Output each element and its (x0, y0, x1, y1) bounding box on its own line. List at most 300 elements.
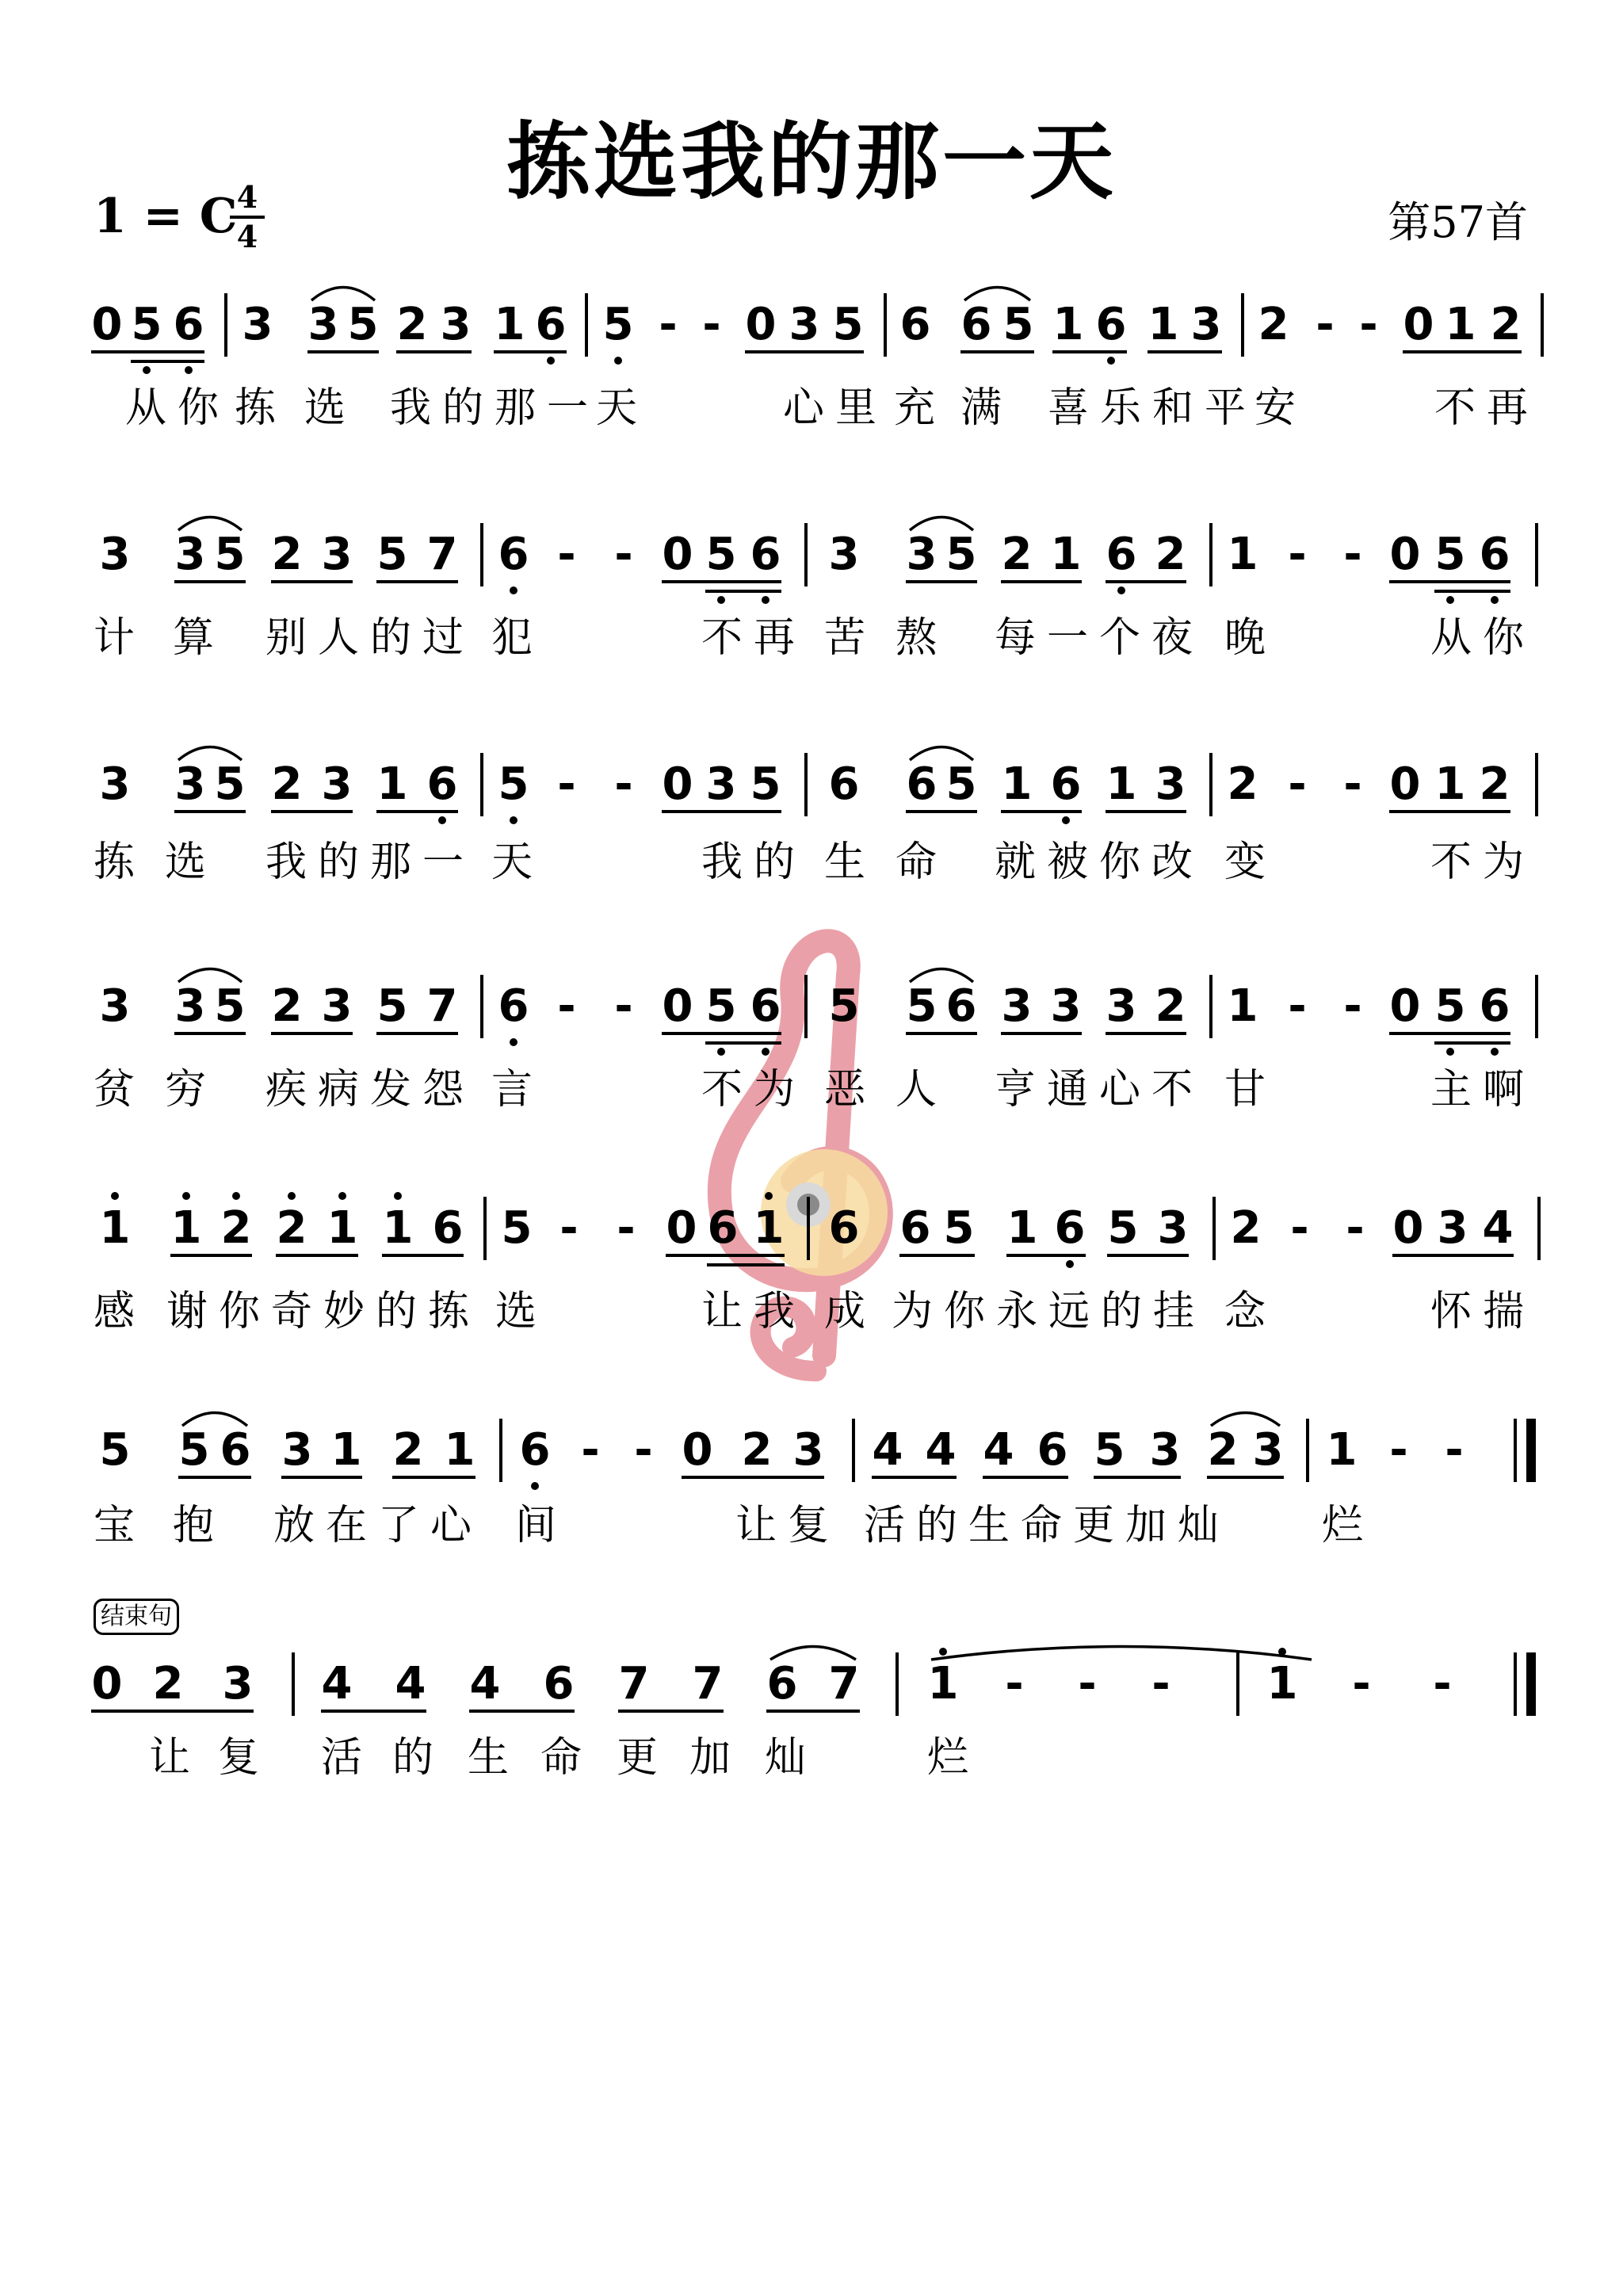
note: 6 (498, 529, 529, 580)
barline (480, 523, 483, 586)
note: 5 (828, 980, 860, 1032)
note: 6 (750, 980, 781, 1032)
note: 3 (705, 758, 737, 810)
low-octave-dot (717, 596, 725, 604)
beam-underline (276, 1254, 358, 1257)
low-octave-dot (185, 366, 193, 374)
note: 1 (444, 1424, 475, 1476)
dash: - (702, 299, 721, 350)
beam-underline-double (131, 360, 204, 363)
beam-underline-double (705, 590, 781, 593)
note: 0 (1389, 758, 1421, 810)
note: 3 (174, 529, 206, 580)
note: 1 (494, 299, 525, 350)
lyric-text: 放在了心 (273, 1502, 483, 1549)
beam-underline (983, 1476, 1068, 1479)
note: 3 (1050, 980, 1082, 1032)
low-octave-dot (1107, 357, 1115, 365)
low-octave-dot (1066, 1260, 1074, 1268)
note: 4 (872, 1424, 903, 1476)
note: 0 (91, 1658, 123, 1710)
note: 4 (395, 1658, 426, 1710)
beam-underline (396, 350, 472, 353)
note: 1 (1006, 1202, 1038, 1254)
note: 5 (376, 980, 408, 1032)
note: 1 (1434, 758, 1466, 810)
note: 3 (1001, 980, 1033, 1032)
note: 3 (828, 529, 860, 580)
dash: - (1359, 299, 1378, 350)
note: 4 (321, 1658, 353, 1710)
lyric-text: 烂 (927, 1734, 969, 1782)
note: 1 (327, 1202, 358, 1254)
time-signature (230, 181, 265, 254)
slur-arc (180, 1404, 250, 1428)
dash: - (1151, 1658, 1170, 1710)
lyric-text: 主啊 (1430, 1066, 1536, 1114)
slur-arc (907, 509, 976, 533)
lyric-text: 宝 (94, 1502, 136, 1549)
note: 2 (271, 758, 303, 810)
lyric-text: 我的那一 (265, 839, 475, 886)
note: 4 (469, 1658, 501, 1710)
note: 3 (1252, 1424, 1284, 1476)
lyric-text: 谢你奇妙的拣 (166, 1288, 481, 1335)
low-octave-dot (717, 1048, 725, 1056)
beam-underline (662, 810, 781, 813)
lyric-text: 甘 (1224, 1066, 1266, 1114)
beam-underline (382, 1254, 464, 1257)
note: 2 (1479, 758, 1510, 810)
barline (1537, 1197, 1541, 1260)
note: 5 (214, 529, 246, 580)
note: 5 (945, 758, 977, 810)
barline (1535, 975, 1538, 1038)
note: 6 (519, 1424, 551, 1476)
beam-underline (766, 1710, 860, 1713)
dash: - (1316, 299, 1335, 350)
beam-underline-double (1434, 590, 1510, 593)
note: 6 (1106, 529, 1137, 580)
note: 5 (705, 980, 737, 1032)
note: 7 (828, 1658, 860, 1710)
note: 5 (376, 529, 408, 580)
note: 3 (321, 529, 353, 580)
high-octave-dot (338, 1192, 346, 1200)
note: 1 (1001, 758, 1033, 810)
note: 0 (662, 529, 693, 580)
note: 6 (1054, 1202, 1086, 1254)
lyric-text: 计 (94, 614, 136, 662)
high-octave-dot (288, 1192, 296, 1200)
note: 0 (745, 299, 777, 350)
barline (1236, 1652, 1239, 1716)
dash: - (1352, 1658, 1371, 1710)
note: 2 (1230, 1202, 1262, 1254)
note: 1 (1227, 980, 1258, 1032)
low-octave-dot (762, 1048, 769, 1056)
beam-underline (1403, 350, 1522, 353)
barline (884, 293, 887, 357)
note: 0 (1403, 299, 1434, 350)
high-octave-dot (111, 1192, 119, 1200)
lyric-text: 变 (1224, 839, 1266, 886)
beam-underline (91, 1710, 254, 1713)
note: 2 (741, 1424, 773, 1476)
note: 2 (276, 1202, 307, 1254)
lyric-text: 的 (392, 1734, 434, 1782)
note: 3 (99, 980, 131, 1032)
lyric-text: 感 (94, 1288, 136, 1335)
note: 6 (828, 1202, 860, 1254)
note: 6 (828, 758, 860, 810)
lyric-text: 算 (173, 614, 215, 662)
dash: - (1343, 758, 1362, 810)
note: 5 (705, 529, 737, 580)
lyric-text: 不为 (1430, 839, 1536, 886)
beam-underline-double (1434, 1041, 1510, 1045)
low-octave-dot (1062, 816, 1070, 824)
note: 6 (543, 1658, 575, 1710)
lyric-text: 别人的过 (265, 614, 475, 662)
note: 5 (906, 980, 938, 1032)
barline (480, 975, 483, 1038)
note: 2 (1207, 1424, 1239, 1476)
barline (585, 293, 588, 357)
note: 7 (426, 980, 458, 1032)
note: 4 (1482, 1202, 1514, 1254)
note: 2 (392, 1424, 424, 1476)
beam-underline (1148, 350, 1222, 353)
lyric-text: 怀揣 (1430, 1288, 1536, 1335)
dash: - (634, 1424, 653, 1476)
beam-underline (178, 1476, 251, 1479)
note: 1 (1445, 299, 1476, 350)
lyric-text: 烂 (1322, 1502, 1364, 1549)
beam-underline (307, 350, 379, 353)
low-octave-dot (1491, 1048, 1499, 1056)
low-octave-dot (510, 1038, 517, 1046)
barline (224, 293, 227, 357)
lyric-text: 命 (896, 839, 938, 886)
lyric-text: 天 (596, 384, 638, 432)
beam-underline (1001, 810, 1082, 813)
lyric-text: 天 (491, 839, 533, 886)
note: 5 (131, 299, 162, 350)
lyric-text: 疾病发怨 (265, 1066, 475, 1114)
lyric-text: 灿 (765, 1734, 807, 1782)
lyric-text: 充 (894, 384, 936, 432)
low-octave-dot (510, 586, 517, 594)
lyric-text: 更 (617, 1734, 659, 1782)
barline (804, 753, 808, 816)
high-octave-dot (765, 1192, 773, 1200)
note: 5 (178, 1424, 210, 1476)
slur-arc (176, 739, 244, 762)
slur-arc (768, 1638, 858, 1662)
slur-arc (309, 279, 377, 303)
note: 4 (983, 1424, 1014, 1476)
note: 2 (271, 980, 303, 1032)
beam-underline (392, 1476, 475, 1479)
dash: - (1346, 1202, 1365, 1254)
dash: - (1343, 529, 1362, 580)
slur-arc (176, 509, 244, 533)
dash: - (1290, 1202, 1309, 1254)
low-octave-dot (1491, 596, 1499, 604)
ending-tag: 结束句 (94, 1599, 179, 1635)
lyric-text: 言 (491, 1066, 533, 1114)
beam-underline-double (707, 1263, 785, 1266)
note: 1 (1052, 299, 1084, 350)
note: 0 (666, 1202, 697, 1254)
beam-underline (618, 1710, 724, 1713)
dash: - (1433, 1658, 1452, 1710)
slur-arc (929, 1638, 1314, 1662)
note: 5 (501, 1202, 533, 1254)
barline (1209, 753, 1212, 816)
barline (1209, 975, 1212, 1038)
barline (1209, 523, 1212, 586)
note: 5 (602, 299, 634, 350)
dash: - (1445, 1424, 1464, 1476)
dash: - (557, 980, 576, 1032)
note: 0 (1389, 529, 1421, 580)
score-line (0, 1202, 1623, 1254)
note: 5 (99, 1424, 131, 1476)
beam-underline (1107, 1254, 1189, 1257)
low-octave-dot (1117, 586, 1125, 594)
barline (292, 1652, 295, 1716)
beam-underline (1106, 810, 1186, 813)
beam-underline (174, 580, 246, 583)
final-barline-thick (1526, 1652, 1536, 1716)
beam-underline (281, 1476, 362, 1479)
note: 3 (174, 758, 206, 810)
low-octave-dot (510, 816, 517, 824)
note: 3 (307, 299, 339, 350)
lyric-text: 生 (468, 1734, 510, 1782)
note: 3 (1157, 1202, 1189, 1254)
note: 5 (347, 299, 379, 350)
barline (483, 1197, 487, 1260)
lyric-text: 苦 (824, 614, 866, 662)
score-line (0, 301, 1623, 349)
lyric-text: 让复 (735, 1502, 841, 1549)
lyric-text: 拣 (94, 839, 136, 886)
lyric-text: 穷 (165, 1066, 207, 1114)
note: 5 (1434, 980, 1466, 1032)
note: 2 (1258, 299, 1289, 350)
beam-underline (899, 1254, 975, 1257)
barline (807, 1197, 810, 1260)
lyric-text: 命 (540, 1734, 582, 1782)
note: 0 (662, 758, 693, 810)
lyric-text: 犯 (491, 614, 533, 662)
lyric-text: 我的那一 (390, 384, 600, 432)
beam-underline (745, 350, 864, 353)
note: 5 (498, 758, 529, 810)
lyric-text: 贫 (94, 1066, 136, 1114)
beam-underline (906, 810, 977, 813)
note: 3 (1106, 980, 1137, 1032)
beam-underline (1001, 1032, 1082, 1035)
final-barline-thick (1526, 1419, 1536, 1482)
score-line (0, 980, 1623, 1032)
note: 3 (906, 529, 938, 580)
lyric-text: 不再 (701, 614, 807, 662)
barline (852, 1419, 855, 1482)
beam-underline (960, 350, 1034, 353)
note: 0 (1392, 1202, 1424, 1254)
low-octave-dot (1446, 1048, 1454, 1056)
dash: - (614, 758, 633, 810)
barline (499, 1419, 502, 1482)
time-signature-top: 4 (236, 179, 258, 215)
note: 5 (1002, 299, 1034, 350)
dash: - (659, 299, 678, 350)
note: 6 (1050, 758, 1082, 810)
beam-underline (1392, 1254, 1514, 1257)
lyric-text: 加 (689, 1734, 731, 1782)
note: 4 (925, 1424, 957, 1476)
note: 6 (220, 1424, 251, 1476)
lyric-text: 生 (824, 839, 866, 886)
slur-arc (962, 279, 1033, 303)
lyric-text: 复 (218, 1734, 260, 1782)
note: 6 (1095, 299, 1127, 350)
note: 5 (1107, 1202, 1139, 1254)
note: 3 (281, 1424, 313, 1476)
beam-underline (271, 580, 353, 583)
dash: - (557, 758, 576, 810)
beam-underline (1094, 1476, 1181, 1479)
score-line (0, 758, 1623, 810)
note: 0 (1389, 980, 1421, 1032)
low-octave-dot (438, 816, 446, 824)
beam-underline (682, 1476, 824, 1479)
final-barline-thin (1514, 1419, 1517, 1482)
beam-underline (1389, 580, 1510, 583)
note: 5 (750, 758, 781, 810)
note: 1 (1106, 758, 1137, 810)
lyric-text: 喜乐和平 (1048, 384, 1258, 432)
lyric-text: 拣 (235, 384, 277, 432)
note: 5 (832, 299, 864, 350)
lyric-text: 活 (321, 1734, 363, 1782)
lyric-text: 亨通心不 (995, 1066, 1205, 1114)
slur-arc (907, 961, 976, 984)
barline (480, 753, 483, 816)
note: 2 (1227, 758, 1258, 810)
slur-arc (1209, 1404, 1282, 1428)
note: 7 (692, 1658, 724, 1710)
dash: - (1389, 1424, 1408, 1476)
lyric-text: 选 (304, 384, 346, 432)
note: 1 (330, 1424, 362, 1476)
final-barline-thin (1514, 1652, 1517, 1716)
note: 0 (91, 299, 123, 350)
note: 0 (662, 980, 693, 1032)
dash: - (1005, 1658, 1024, 1710)
low-octave-dot (547, 357, 555, 365)
barline (896, 1652, 899, 1716)
beam-underline (1052, 350, 1127, 353)
note: 5 (1094, 1424, 1125, 1476)
note: 3 (99, 529, 131, 580)
beam-underline (469, 1710, 575, 1713)
beam-underline (666, 1254, 785, 1257)
note: 0 (682, 1424, 713, 1476)
beam-underline (1001, 580, 1082, 583)
note: 3 (792, 1424, 824, 1476)
lyric-text: 满 (960, 384, 1002, 432)
beam-underline (872, 1476, 957, 1479)
lyric-text: 就被你改 (995, 839, 1205, 886)
score-line (0, 1424, 1623, 1476)
lyric-text: 活的生命更加灿 (864, 1502, 1231, 1549)
note: 6 (535, 299, 567, 350)
note: 2 (1001, 529, 1033, 580)
note: 7 (426, 529, 458, 580)
beam-underline (662, 580, 781, 583)
lyric-text: 熬 (896, 614, 938, 662)
note: 1 (99, 1202, 131, 1254)
song-number: 第57首 (1388, 197, 1528, 247)
slur-arc (176, 961, 244, 984)
lyric-text: 成 (824, 1288, 866, 1335)
lyric-text: 晚 (1224, 614, 1266, 662)
lyric-text: 让 (149, 1734, 191, 1782)
dash: - (557, 529, 576, 580)
lyric-text: 为你永远的挂 (892, 1288, 1206, 1335)
beam-underline (376, 810, 458, 813)
beam-underline (170, 1254, 252, 1257)
beam-underline (376, 1032, 458, 1035)
beam-underline (174, 1032, 246, 1035)
note: 3 (321, 980, 353, 1032)
low-octave-dot (614, 357, 622, 365)
low-octave-dot (143, 366, 151, 374)
note: 6 (945, 980, 977, 1032)
note: 6 (750, 529, 781, 580)
note: 1 (753, 1202, 785, 1254)
low-octave-dot (1446, 596, 1454, 604)
note: 1 (382, 1202, 414, 1254)
dash: - (614, 529, 633, 580)
note: 1 (376, 758, 408, 810)
dash: - (1288, 529, 1307, 580)
note: 1 (1050, 529, 1082, 580)
note: 1 (170, 1202, 202, 1254)
note: 6 (766, 1658, 798, 1710)
barline (1535, 523, 1538, 586)
lyric-text: 从你 (1430, 614, 1536, 662)
lyric-text: 恶 (824, 1066, 866, 1114)
time-signature-bottom: 4 (236, 219, 258, 254)
note: 2 (220, 1202, 252, 1254)
low-octave-dot (762, 596, 769, 604)
barline (1306, 1419, 1309, 1482)
note: 3 (1437, 1202, 1468, 1254)
lyric-text: 心里 (783, 384, 888, 432)
beam-underline (376, 580, 458, 583)
high-octave-dot (394, 1192, 402, 1200)
note: 5 (1434, 529, 1466, 580)
note: 6 (173, 299, 204, 350)
score-line (0, 1660, 1623, 1708)
barline (1212, 1197, 1216, 1260)
